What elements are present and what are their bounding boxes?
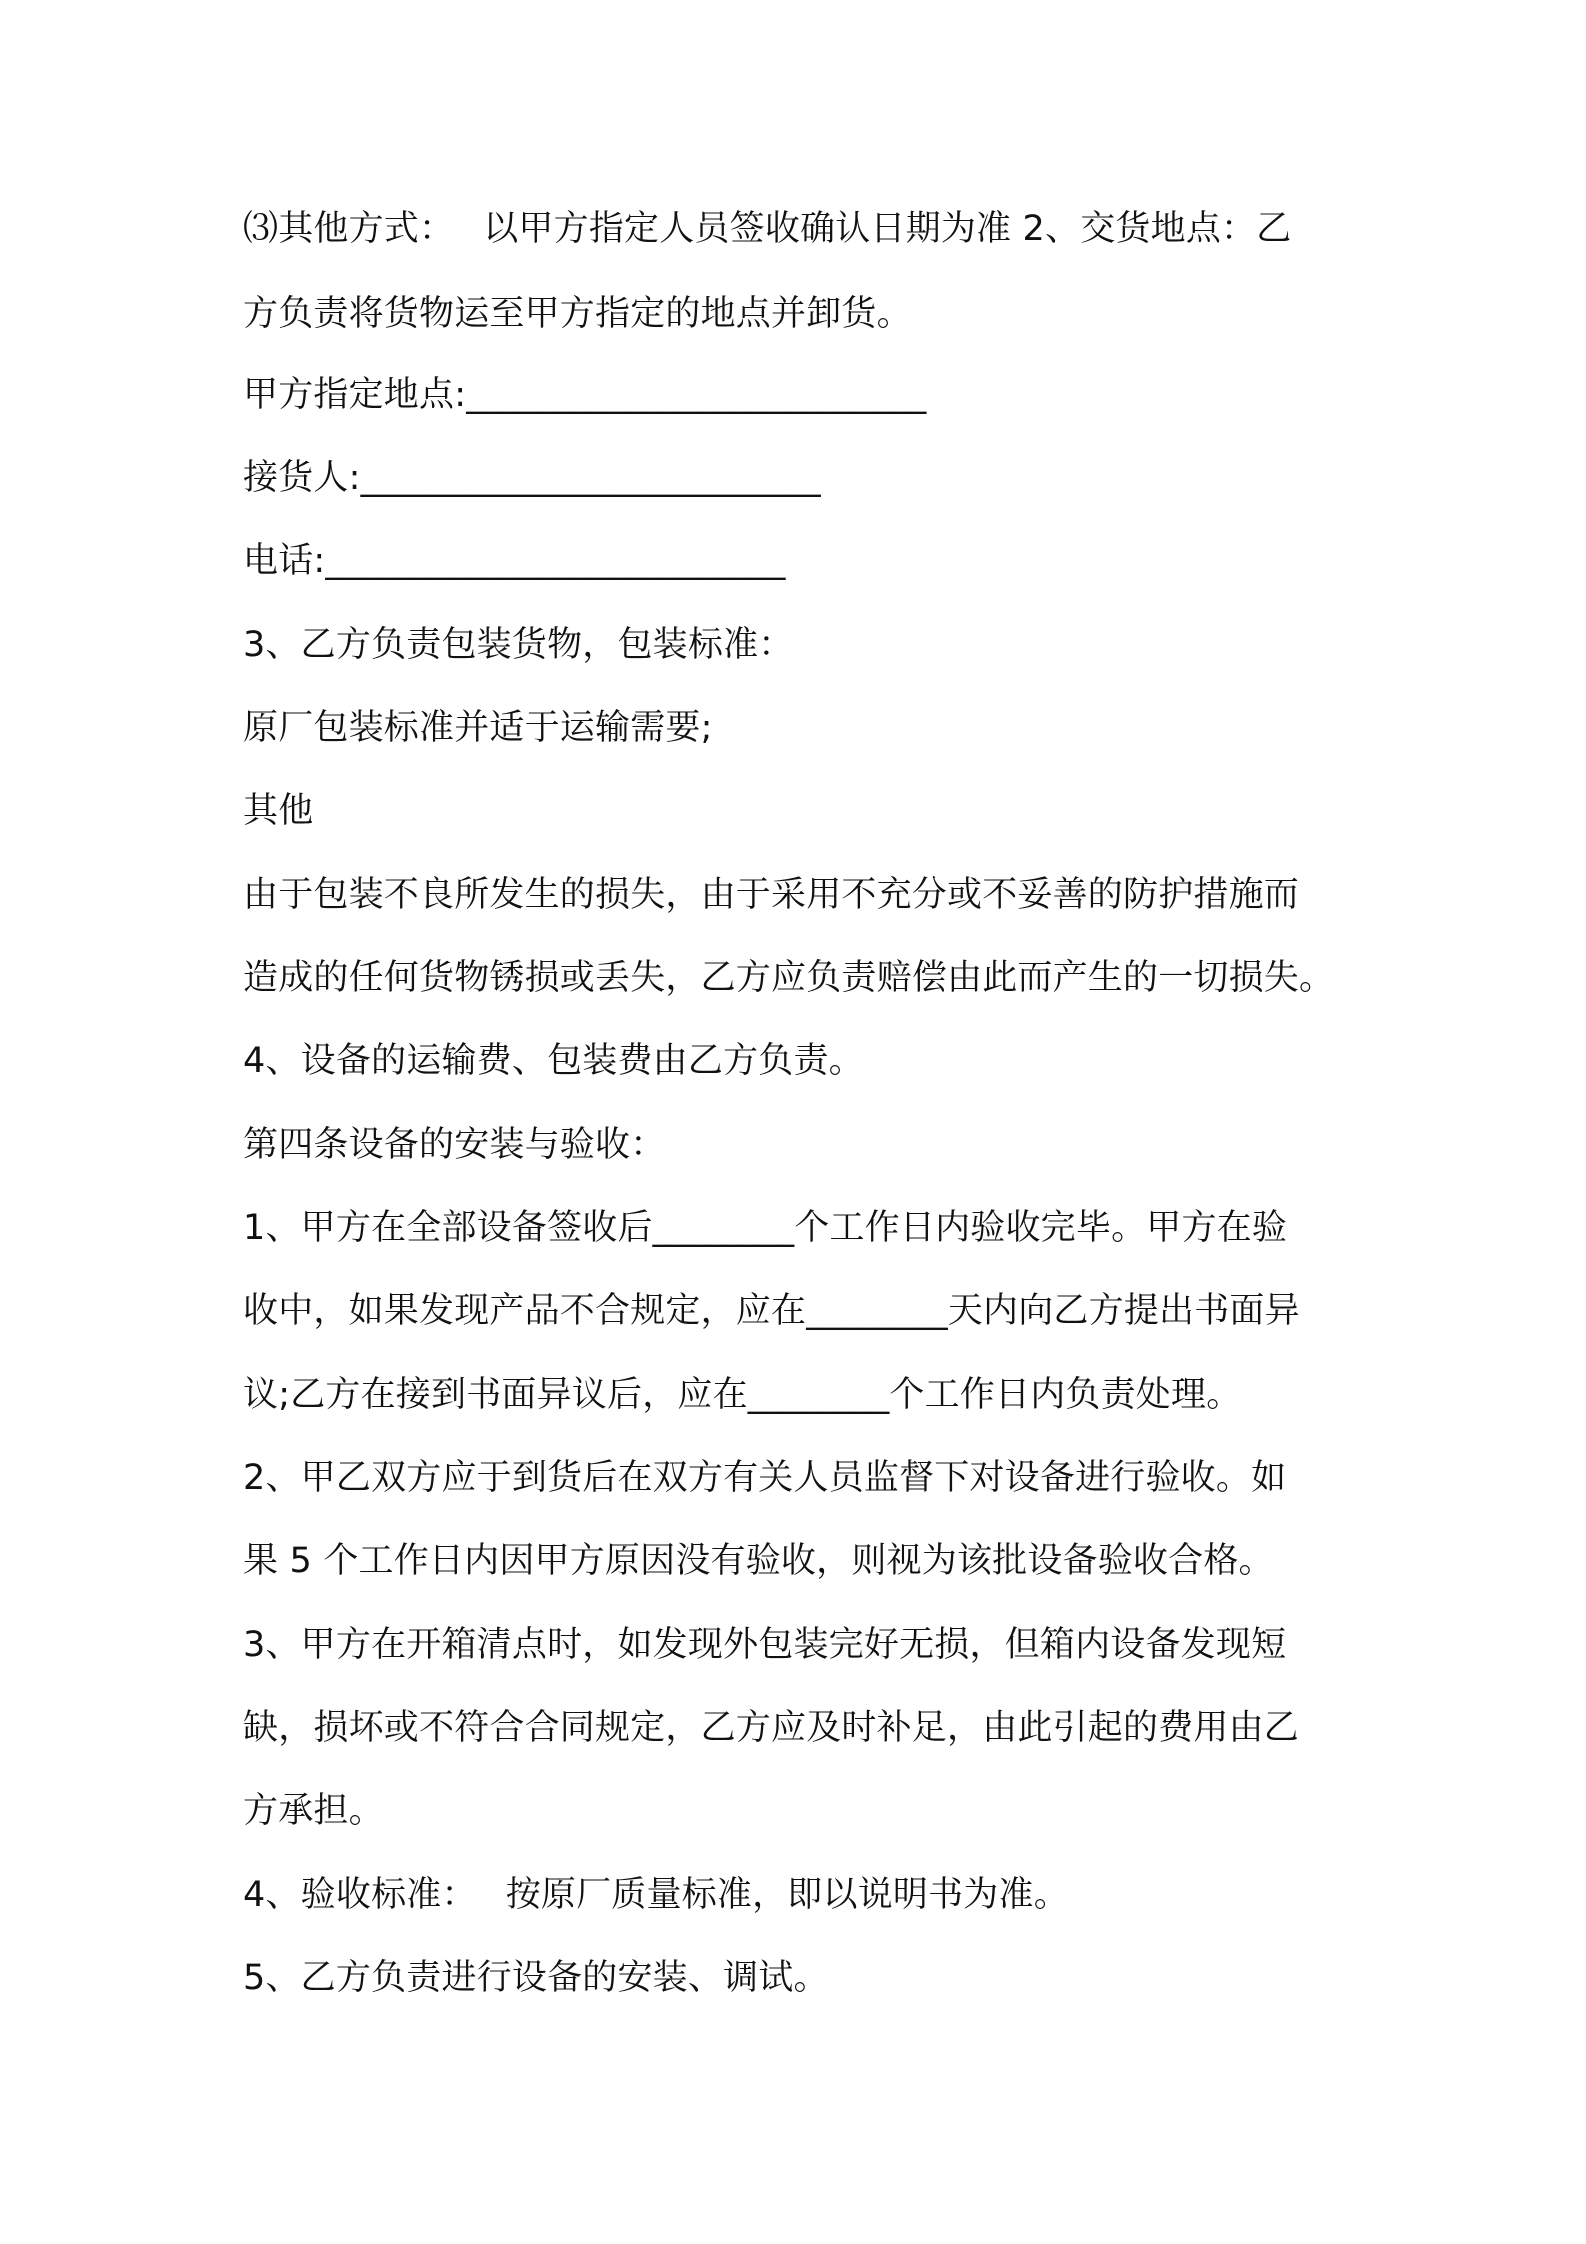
text-line: 原厂包装标准并适于运输需要; xyxy=(243,708,713,748)
text-line: 接货人:__________________________ xyxy=(243,458,821,498)
text-line: 造成的任何货物锈损或丢失，乙方应负责赔偿由此而产生的一切损失。 xyxy=(243,958,1335,998)
text-line: 3、甲方在开箱清点时，如发现外包装完好无损，但箱内设备发现短 xyxy=(243,1625,1287,1665)
text-line: 议;乙方在接到书面异议后，应在________个工作日内负责处理。 xyxy=(243,1375,1242,1415)
text-line: 4、设备的运输费、包装费由乙方负责。 xyxy=(243,1041,864,1081)
text-line: 5、乙方负责进行设备的安装、调试。 xyxy=(243,1958,829,1998)
text-line: 甲方指定地点:__________________________ xyxy=(243,375,927,415)
text-line: 收中，如果发现产品不合规定，应在________天内向乙方提出书面异 xyxy=(243,1291,1300,1331)
text-line: 方负责将货物运至甲方指定的地点并卸货。 xyxy=(243,294,912,334)
text-line: 由于包装不良所发生的损失，由于采用不充分或不妥善的防护措施而 xyxy=(243,875,1300,915)
text-line: 电话:__________________________ xyxy=(243,541,786,581)
text-line: 4、验收标准： 按原厂质量标准，即以说明书为准。 xyxy=(243,1875,1069,1915)
text-line: ⑶其他方式： 以甲方指定人员签收确认日期为准 2、交货地点：乙 xyxy=(243,209,1292,249)
text-line: 3、乙方负责包装货物，包装标准： xyxy=(243,625,794,665)
text-line: 第四条设备的安装与验收： xyxy=(243,1125,666,1165)
text-line: 其他 xyxy=(243,791,314,831)
text-line: 果 5 个工作日内因甲方原因没有验收，则视为该批设备验收合格。 xyxy=(243,1541,1274,1581)
text-line: 1、甲方在全部设备签收后________个工作日内验收完毕。甲方在验 xyxy=(243,1208,1288,1248)
text-line: 2、甲乙双方应于到货后在双方有关人员监督下对设备进行验收。如 xyxy=(243,1458,1287,1498)
text-line: 方承担。 xyxy=(243,1791,384,1831)
text-line: 缺，损坏或不符合合同规定，乙方应及时补足，由此引起的费用由乙 xyxy=(243,1708,1300,1748)
